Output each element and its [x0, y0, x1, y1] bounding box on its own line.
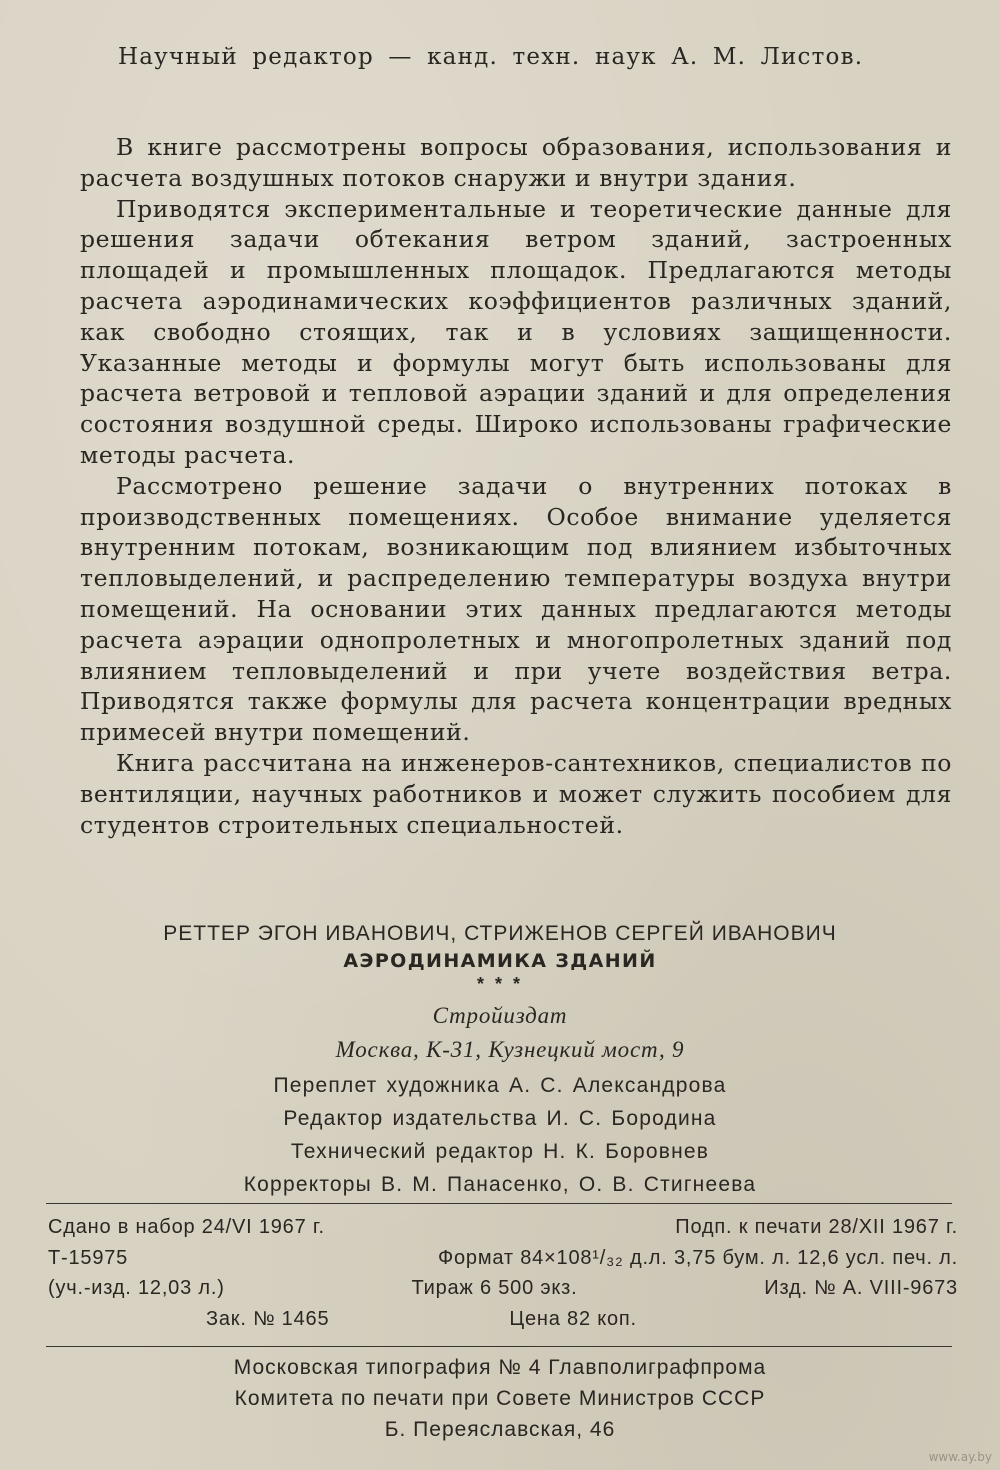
format-info: Формат 84×108¹/₃₂ д.л. 3,75 бум. л. 12,6 усл. печ. л. [438, 1246, 958, 1269]
book-title: АЭРОДИНАМИКА ЗДАНИЙ [343, 950, 657, 972]
imprint-row [48, 1304, 958, 1335]
technical-editor: Технический редактор Н. К. Боровнев [290, 1140, 710, 1163]
submitted-date: Сдано в набор 24/VI 1967 г. [48, 1216, 325, 1238]
printer-line-1: Московская типография № 4 Главполиграфпрома [233, 1356, 767, 1379]
publisher: Стройиздат [432, 1003, 568, 1028]
asterism-divider: * * * [476, 974, 524, 994]
price: Цена 82 коп. [509, 1307, 637, 1330]
order-number: Зак. № 1465 [206, 1307, 330, 1330]
scientific-editor-line: Научный редактор — канд. техн. наук А. М. Листов. [118, 44, 864, 70]
imprint-row [48, 1212, 958, 1243]
signed-date: Подп. к печати 28/XII 1967 г. [675, 1216, 958, 1238]
circulation: Тираж 6 500 экз. [411, 1277, 578, 1299]
annotation-paragraph-3: Рассмотрено решение задачи о внутренних потоках в производственных помещениях. Особое внимание уделяется внутренним потокам, возникающим под влиянием избыточных тепловыделений, и распределению температуры воздуха внутри помещений. На основании этих данных предлагаются методы расчета аэрации однопролетных и многопролетных зданий под влиянием тепловыделений и при учете воздействия ветра. Приводятся также формулы для расчета концентрации вредных примесей внутри помещений. [80, 471, 952, 747]
proofreaders: Корректоры В. М. Панасенко, О. В. Стигнеева [243, 1173, 757, 1196]
book-annotation [80, 132, 952, 840]
colophon-credits [40, 922, 960, 1201]
printing-house [40, 1352, 960, 1445]
printer-line-3: Б. Переяславская, 46 [384, 1418, 616, 1441]
divider-top [46, 1203, 952, 1204]
publishing-sheets: (уч.-изд. 12,03 л.) [48, 1277, 225, 1299]
imprint-code: Т-15975 [48, 1246, 129, 1269]
publishing-editor: Редактор издательства И. С. Бородина [283, 1107, 717, 1130]
printer-line-2: Комитета по печати при Совете Министров СССР [234, 1387, 766, 1410]
annotation-paragraph-4: Книга рассчитана на инженеров-сантехников, специалистов по вентиляции, научных работников и может служить пособием для студентов строительных специальностей. [80, 748, 952, 839]
annotation-paragraph-2: Приводятся экспериментальные и теоретические данные для решения задачи обтекания ветром зданий, застроенных площадей и промышленных площадок. Предлагаются методы расчета аэродинамических коэффициентов различных зданий, как свободно стоящих, так и в условиях защищенности. Указанные методы и формулы могут быть использованы для расчета ветровой и тепловой аэрации зданий и для определения состояния воздушной среды. Широко использованы графические методы расчета. [80, 194, 952, 469]
publisher-address: Москва, К-31, Кузнецкий мост, 9 [335, 1037, 685, 1062]
authors: РЕТТЕР ЭГОН ИВАНОВИЧ, СТРИЖЕНОВ СЕРГЕЙ ИВАНОВИЧ [163, 922, 837, 945]
publication-number: Изд. № А. VIII-9673 [764, 1277, 958, 1299]
print-imprint [48, 1212, 958, 1334]
imprint-row [48, 1243, 958, 1274]
site-watermark: www.ay.by [928, 1450, 992, 1464]
staff-list [40, 1069, 960, 1201]
imprint-row [48, 1273, 958, 1304]
divider-bottom [46, 1346, 952, 1347]
annotation-paragraph-1: В книге рассмотрены вопросы образования, использования и расчета воздушных потоков снаружи и внутри здания. [80, 133, 952, 192]
binding-artist: Переплет художника А. С. Александрова [273, 1074, 727, 1097]
